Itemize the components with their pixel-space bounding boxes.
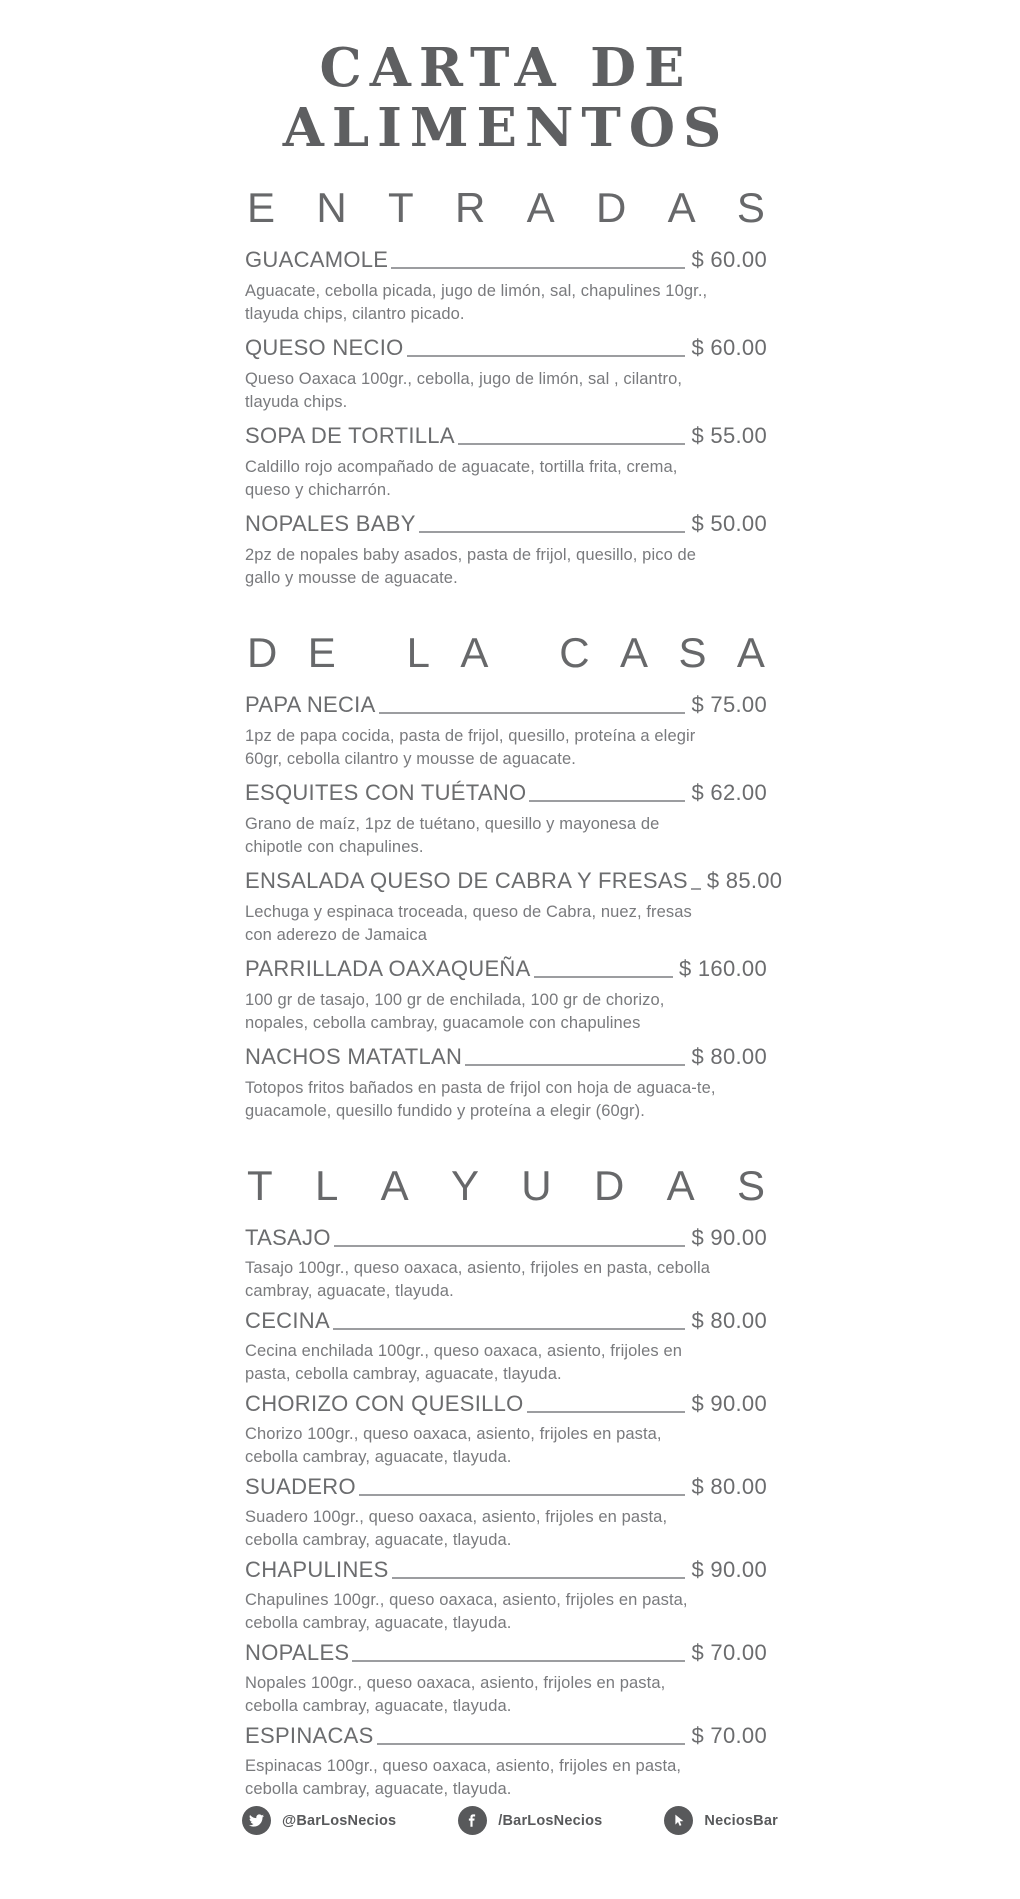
section-tlayudas: [245, 1162, 767, 1800]
leader-line: [359, 1494, 686, 1496]
necios-handle: NeciosBar: [704, 1812, 778, 1829]
menu-item: [245, 1722, 767, 1800]
item-price: $ 80.00: [691, 1044, 767, 1069]
leader-line: [333, 1328, 686, 1330]
menu-item: [245, 422, 767, 501]
item-description: Caldillo rojo acompañado de aguacate, tortilla frita, crema, queso y chicharrón.: [245, 458, 678, 499]
item-row: [245, 955, 767, 983]
item-name: PAPA NECIA: [245, 692, 376, 717]
item-price: $ 60.00: [691, 247, 767, 272]
item-name: ENSALADA QUESO DE CABRA Y FRESAS: [245, 868, 688, 893]
item-name: CHORIZO CON QUESILLO: [245, 1391, 524, 1416]
item-price: $ 75.00: [691, 692, 767, 717]
menu-item: [245, 510, 767, 589]
item-name: SOPA DE TORTILLA: [245, 423, 455, 448]
item-description: Totopos fritos bañados en pasta de frijol con hoja de aguaca-te, guacamole, quesillo fundido y proteína a elegir (60gr).: [245, 1079, 716, 1120]
item-description: Tasajo 100gr., queso oaxaca, asiento, frijoles en pasta, cebolla cambray, aguacate, tlayuda.: [245, 1259, 711, 1300]
item-price: $ 55.00: [691, 423, 767, 448]
item-description: Cecina enchilada 100gr., queso oaxaca, asiento, frijoles en pasta, cebolla cambray, aguacate, tlayuda.: [245, 1342, 683, 1383]
social-necios[interactable]: [664, 1806, 778, 1835]
item-price: $ 70.00: [691, 1640, 767, 1665]
twitter-handle: @BarLosNecios: [282, 1812, 397, 1829]
leader-line: [527, 1411, 686, 1413]
item-name: CECINA: [245, 1308, 330, 1333]
item-price: $ 70.00: [691, 1723, 767, 1748]
menu-item: [245, 691, 767, 770]
item-description: Aguacate, cebolla picada, jugo de limón, sal, chapulines 10gr., tlayuda chips, cilantro picado.: [245, 282, 708, 323]
section-title-tlayudas: T L A Y U D A S: [247, 1162, 765, 1209]
menu-item: [245, 1473, 767, 1551]
item-description: Suadero 100gr., queso oaxaca, asiento, frijoles en pasta, cebolla cambray, aguacate, tlayuda.: [245, 1508, 668, 1549]
item-price: $ 90.00: [691, 1225, 767, 1250]
item-price: $ 80.00: [691, 1474, 767, 1499]
leader-line: [352, 1660, 685, 1662]
leader-line: [691, 888, 701, 890]
leader-line: [534, 976, 673, 978]
item-row: [245, 867, 783, 895]
facebook-icon: [458, 1806, 487, 1835]
menu-item: [245, 1639, 767, 1717]
leader-line: [334, 1245, 686, 1247]
item-description: Espinacas 100gr., queso oaxaca, asiento, frijoles en pasta, cebolla cambray, aguacate, tlayuda.: [245, 1757, 682, 1798]
leader-line: [465, 1064, 685, 1066]
page-title-line2: ALIMENTOS: [282, 97, 730, 159]
leader-line: [529, 800, 685, 802]
item-name: NOPALES: [245, 1640, 350, 1665]
item-row: [245, 1722, 767, 1750]
leader-line: [377, 1743, 686, 1745]
item-name: GUACAMOLE: [245, 247, 389, 272]
item-row: [245, 334, 767, 362]
item-name: ESPINACAS: [245, 1723, 374, 1748]
item-name: TASAJO: [245, 1225, 331, 1250]
item-row: [245, 1224, 767, 1252]
twitter-icon: [242, 1806, 271, 1835]
menu-item: [245, 1556, 767, 1634]
menu-item: [245, 1307, 767, 1385]
social-footer: [0, 1806, 1020, 1835]
item-price: $ 50.00: [691, 511, 767, 536]
item-name: ESQUITES CON TUÉTANO: [245, 780, 527, 805]
leader-line: [458, 443, 686, 445]
item-name: SUADERO: [245, 1474, 356, 1499]
item-row: [245, 1639, 767, 1667]
item-row: [245, 1556, 767, 1584]
item-row: [245, 422, 767, 450]
item-description: Chapulines 100gr., queso oaxaca, asiento, frijoles en pasta, cebolla cambray, aguacate, tlayuda.: [245, 1591, 688, 1632]
section-de-la-casa: [245, 629, 783, 1122]
item-row: [245, 246, 767, 274]
section-entradas: [245, 184, 767, 589]
item-description: 1pz de papa cocida, pasta de frijol, quesillo, proteína a elegir 60gr, cebolla cilantro y mousse de aguacate.: [245, 727, 696, 768]
leader-line: [391, 267, 685, 269]
page-title-line1: CARTA DE: [319, 37, 693, 99]
item-description: Chorizo 100gr., queso oaxaca, asiento, frijoles en pasta, cebolla cambray, aguacate, tlayuda.: [245, 1425, 662, 1466]
social-twitter[interactable]: [242, 1806, 396, 1835]
item-name: CHAPULINES: [245, 1557, 389, 1582]
menu-item: [245, 1224, 767, 1302]
item-description: Queso Oaxaca 100gr., cebolla, jugo de limón, sal , cilantro, tlayuda chips.: [245, 370, 683, 411]
menu-item: [245, 955, 767, 1034]
item-price: $ 85.00: [706, 868, 783, 893]
leader-line: [419, 531, 686, 533]
item-row: [245, 691, 767, 719]
item-price: $ 90.00: [691, 1557, 767, 1582]
item-price: $ 160.00: [678, 956, 767, 981]
item-name: PARRILLADA OAXAQUEÑA: [245, 956, 531, 981]
menu-column: [245, 0, 783, 1805]
item-row: [245, 1473, 767, 1501]
item-name: QUESO NECIO: [245, 335, 404, 360]
section-title-de-la-casa: D E L A C A S A: [247, 629, 765, 676]
leader-line: [407, 355, 686, 357]
item-description: Grano de maíz, 1pz de tuétano, quesillo y mayonesa de chipotle con chapulines.: [245, 815, 660, 856]
menu-item: [245, 779, 767, 858]
leader-line: [392, 1577, 686, 1579]
menu-item: [245, 1043, 767, 1122]
cursor-icon: [664, 1806, 693, 1835]
item-row: [245, 779, 767, 807]
item-price: $ 62.00: [691, 780, 767, 805]
item-price: $ 60.00: [691, 335, 767, 360]
page-title: [245, 38, 767, 158]
leader-line: [379, 712, 686, 714]
item-name: NOPALES BABY: [245, 511, 416, 536]
menu-item: [245, 867, 783, 946]
item-price: $ 80.00: [691, 1308, 767, 1333]
item-name: NACHOS MATATLAN: [245, 1044, 463, 1069]
menu-item: [245, 334, 767, 413]
item-description: 2pz de nopales baby asados, pasta de frijol, quesillo, pico de gallo y mousse de aguacate.: [245, 546, 697, 587]
item-description: Lechuga y espinaca troceada, queso de Cabra, nuez, fresas con aderezo de Jamaica: [245, 903, 692, 944]
item-row: [245, 1043, 767, 1071]
item-row: [245, 510, 767, 538]
menu-item: [245, 246, 767, 325]
item-row: [245, 1390, 767, 1418]
item-row: [245, 1307, 767, 1335]
item-description: Nopales 100gr., queso oaxaca, asiento, frijoles en pasta, cebolla cambray, aguacate, tlayuda.: [245, 1674, 666, 1715]
menu-item: [245, 1390, 767, 1468]
item-price: $ 90.00: [691, 1391, 767, 1416]
facebook-handle: /BarLosNecios: [498, 1812, 603, 1829]
social-facebook[interactable]: [458, 1806, 602, 1835]
item-description: 100 gr de tasajo, 100 gr de enchilada, 100 gr de chorizo, nopales, cebolla cambray, guacamole con chapulines: [245, 991, 665, 1032]
section-title-entradas: E N T R A D A S: [247, 184, 765, 231]
